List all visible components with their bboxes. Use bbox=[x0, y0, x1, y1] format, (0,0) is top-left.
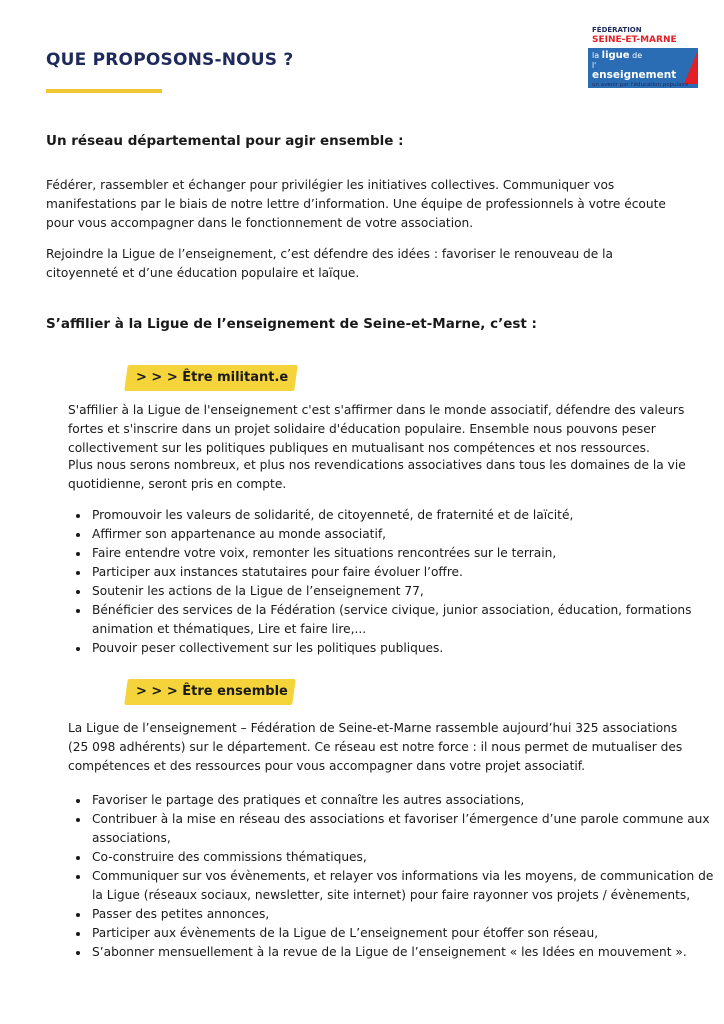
title-underline bbox=[46, 89, 162, 93]
logo-red-triangle bbox=[684, 50, 698, 84]
list-item: • Contribuer à la mise en réseau des associations et favoriser l’émergence d’une parole commune aux associations, bbox=[90, 810, 722, 848]
list-item: • S’abonner mensuellement à la revue de la Ligue de l’enseignement « les Idées en mouvement ». bbox=[90, 943, 722, 962]
list-item: • Communiquer sur vos évènements, et relayer vos informations via les moyens, de communication de la Ligue (réseaux sociaux, newsletter, site internet) pour faire rayonner vos projets / évènements, bbox=[90, 867, 722, 905]
militant-badge: > > > Être militant.e bbox=[136, 370, 289, 385]
list-item: • Faire entendre votre voix, remonter les situations rencontrées sur le terrain, bbox=[90, 544, 722, 563]
logo-federation: FÉDÉRATION bbox=[592, 26, 642, 34]
list-item: • Participer aux évènements de la Ligue de L’enseignement pour étoffer son réseau, bbox=[90, 924, 722, 943]
list-item: • Soutenir les actions de la Ligue de l’enseignement 77, bbox=[90, 582, 722, 601]
militant-paragraph: S'affilier à la Ligue de l'enseignement c'est s'affirmer dans le monde associatif, défendre des valeurs fortes et s'inscrire dans un projet solidaire d'éducation populaire. Ensemble nous pouvons peser collectivement sur les politiques publiques en mutualisant nos compétences et nos ressources. bbox=[68, 403, 685, 455]
section1-heading: Un réseau départemental pour agir ensemble : bbox=[46, 133, 404, 149]
militant-paragraph-2: Plus nous serons nombreux, et plus nos revendications associatives dans tous les domaines de la vie quotidienne, seront pris en compte. bbox=[68, 458, 686, 491]
list-item: • Promouvoir les valeurs de solidarité, de citoyenneté, de fraternité et de laïcité, bbox=[90, 506, 722, 525]
list-item: • Participer aux instances statutaires pour faire évoluer l’offre. bbox=[90, 563, 722, 582]
section1-paragraph-1: Fédérer, rassembler et échanger pour privilégier les initiatives collectives. Communiquer vos manifestations par le biais de notre lettre d’information. Une équipe de professionnels à votre écoute pour vous accompagner dans le fonctionnement de votre association. bbox=[46, 178, 666, 230]
section1-paragraph-2: Rejoindre la Ligue de l’enseignement, c’est défendre des idées : favoriser le renouveau de la citoyenneté et d’une éducation populaire et laïque. bbox=[46, 247, 614, 280]
list-item: • Bénéficier des services de la Fédération (service civique, junior association, éducation, formations animation et thématiques, Lire et faire lire,... bbox=[90, 601, 722, 639]
list-item: • Pouvoir peser collectivement sur les politiques publiques. bbox=[90, 639, 722, 658]
ensemble-paragraph: La Ligue de l’enseignement – Fédération de Seine-et-Marne rassemble aujourd’hui 325 associations (25 098 adhérents) sur le département. Ce réseau est notre force : il nous permet de mutualiser des compétences et des ressources pour vous accompagner dans votre projet associatif. bbox=[68, 721, 683, 773]
section2-heading: S’affilier à la Ligue de l’enseignement de Seine-et-Marne, c’est : bbox=[46, 316, 537, 332]
ligue-logo bbox=[588, 26, 700, 96]
list-item: • Affirmer son appartenance au monde associatif, bbox=[90, 525, 722, 544]
logo-line-1: la ligue de bbox=[592, 50, 643, 61]
militant-bullet-list bbox=[68, 506, 722, 658]
logo-department: SEINE-ET-MARNE bbox=[592, 35, 677, 45]
logo-line-3: enseignement bbox=[592, 69, 677, 81]
list-item: • Co-construire des commissions thématiques, bbox=[90, 848, 722, 867]
logo-tagline: un avenir par l'éducation populaire bbox=[592, 82, 689, 88]
list-item: • Favoriser le partage des pratiques et connaître les autres associations, bbox=[90, 791, 722, 810]
list-item: • Passer des petites annonces, bbox=[90, 905, 722, 924]
page-title: QUE PROPOSONS-NOUS ? bbox=[46, 50, 294, 70]
ensemble-badge: > > > Être ensemble bbox=[136, 684, 288, 699]
ensemble-bullet-list bbox=[68, 791, 722, 962]
logo-line-2: l' bbox=[592, 61, 597, 70]
